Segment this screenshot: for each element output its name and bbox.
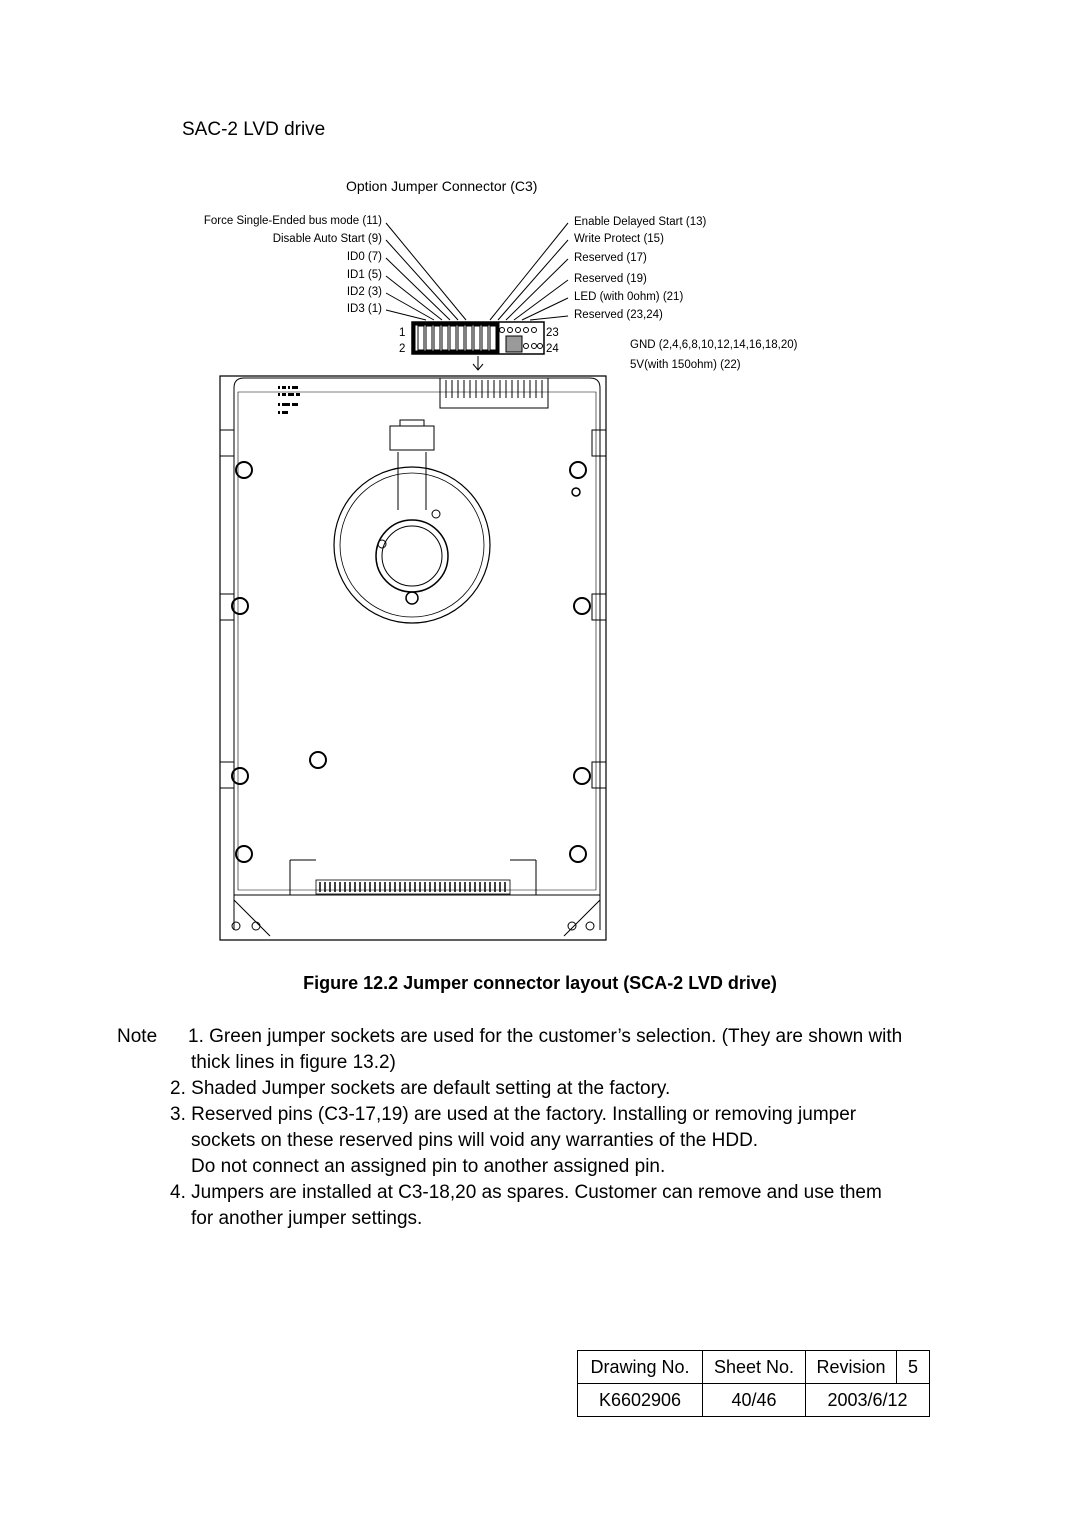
drawing-no-value: K6602906 bbox=[578, 1384, 703, 1417]
section-title: SAC-2 LVD drive bbox=[182, 119, 326, 140]
pin-number-23: 23 bbox=[546, 327, 559, 339]
label-id3: ID3 (1) bbox=[346, 303, 382, 315]
label-id1: ID1 (5) bbox=[346, 269, 382, 281]
note-text: Jumpers are installed at C3-18,20 as spares. Customer can remove and use them bbox=[191, 1182, 882, 1203]
label-enable-delayed-start: Enable Delayed Start (13) bbox=[574, 216, 707, 228]
note-lead: Note bbox=[117, 1026, 158, 1047]
note-continuation: Do not connect an assigned pin to another assigned pin. bbox=[191, 1156, 666, 1177]
leader-lines bbox=[386, 223, 568, 320]
note-continuation: thick lines in figure 13.2) bbox=[191, 1052, 396, 1073]
note-text: Green jumper sockets are used for the customer’s selection. (They are shown with bbox=[209, 1026, 903, 1047]
revision-label: Revision bbox=[806, 1351, 897, 1384]
label-id0: ID0 (7) bbox=[346, 251, 382, 263]
pcb-markings bbox=[278, 386, 300, 414]
revision-value: 5 bbox=[897, 1351, 930, 1384]
title-block bbox=[577, 1350, 930, 1417]
note-number: 1. bbox=[188, 1026, 204, 1047]
edge-connector-pins bbox=[320, 882, 505, 892]
drawing-no-label: Drawing No. bbox=[578, 1351, 703, 1384]
figure-caption: Figure 12.2 Jumper connector layout (SCA-2 LVD drive) bbox=[303, 973, 777, 993]
date-value: 2003/6/12 bbox=[806, 1384, 930, 1417]
pin-number-2: 2 bbox=[399, 343, 406, 355]
jumper-connector bbox=[412, 322, 544, 370]
drive-outline bbox=[220, 376, 606, 940]
note-item bbox=[117, 1102, 987, 1128]
pin-number-1: 1 bbox=[399, 327, 406, 339]
note-number: 3. bbox=[170, 1104, 186, 1125]
pin-number-24: 24 bbox=[546, 343, 559, 355]
note-item bbox=[117, 1076, 987, 1102]
note-number: 2. bbox=[170, 1078, 186, 1099]
label-reserved-17: Reserved (17) bbox=[574, 252, 647, 264]
note-item bbox=[117, 1180, 987, 1206]
note-text: Reserved pins (C3-17,19) are used at the factory. Installing or removing jumper bbox=[191, 1104, 857, 1125]
label-reserved-19: Reserved (19) bbox=[574, 273, 647, 285]
note-continuation: sockets on these reserved pins will void any warranties of the HDD. bbox=[191, 1130, 759, 1151]
notes-block bbox=[117, 1024, 987, 1232]
label-gnd: GND (2,4,6,8,10,12,14,16,18,20) bbox=[630, 339, 798, 351]
label-5v: 5V(with 150ohm) (22) bbox=[630, 359, 741, 371]
connector-title: Option Jumper Connector (C3) bbox=[346, 178, 538, 194]
note-text: Shaded Jumper sockets are default setting at the factory. bbox=[191, 1078, 671, 1099]
label-disable-auto-start: Disable Auto Start (9) bbox=[272, 233, 382, 245]
label-id2: ID2 (3) bbox=[346, 286, 382, 298]
label-led: LED (with 0ohm) (21) bbox=[574, 291, 684, 303]
label-write-protect: Write Protect (15) bbox=[574, 233, 664, 245]
note-item bbox=[117, 1024, 987, 1050]
note-number: 4. bbox=[170, 1182, 186, 1203]
label-reserved-23-24: Reserved (23,24) bbox=[574, 309, 663, 321]
sheet-no-label: Sheet No. bbox=[703, 1351, 806, 1384]
note-continuation: for another jumper settings. bbox=[191, 1208, 423, 1229]
label-force-single-ended: Force Single-Ended bus mode (11) bbox=[203, 215, 382, 227]
sheet-no-value: 40/46 bbox=[703, 1384, 806, 1417]
